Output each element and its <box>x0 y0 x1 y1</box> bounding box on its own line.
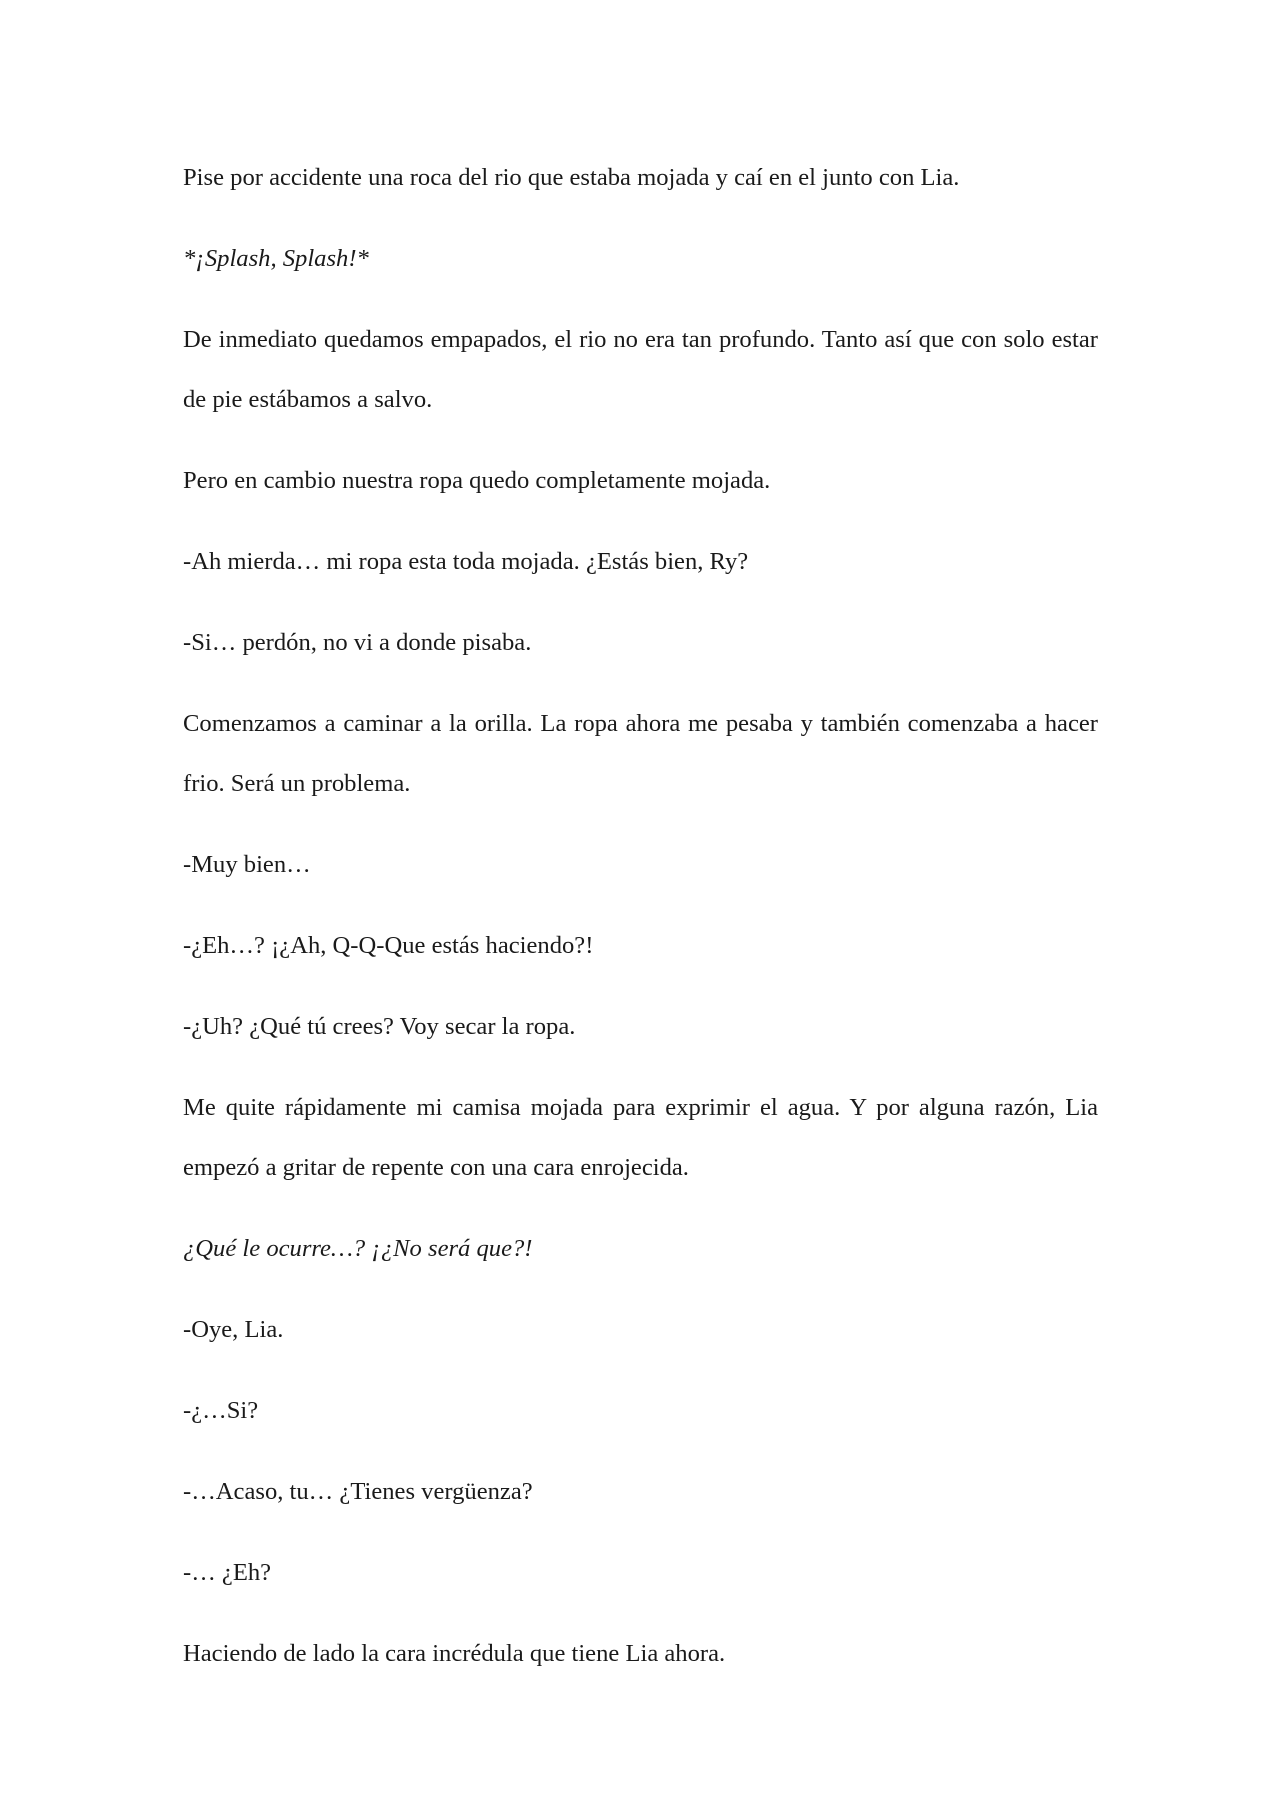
dialogue-line: -… ¿Eh? <box>183 1559 272 1586</box>
dialogue-line: -Ah mierda… mi ropa esta toda mojada. ¿Estás bien, Ry? <box>183 548 749 575</box>
paragraph: Pise por accidente una roca del rio que estaba mojada y caí en el junto con Lia. <box>183 164 960 191</box>
paragraph: De inmediato quedamos empapados, el rio no era tan profundo. Tanto así que con solo estar de pie estábamos a salvo. <box>183 326 1098 413</box>
dialogue-line: -Muy bien… <box>183 851 311 878</box>
dialogue-line: -Si… perdón, no vi a donde pisaba. <box>183 629 532 656</box>
dialogue-line: -¿…Si? <box>183 1397 259 1424</box>
document-body <box>183 148 1098 1705</box>
paragraph: Comenzamos a caminar a la orilla. La ropa ahora me pesaba y también comenzaba a hacer frio. Será un problema. <box>183 710 1098 797</box>
dialogue-line: -Oye, Lia. <box>183 1316 284 1343</box>
sound-effect: *¡Splash, Splash!* <box>183 245 369 272</box>
paragraph: Me quite rápidamente mi camisa mojada para exprimir el agua. Y por alguna razón, Lia empezó a gritar de repente con una cara enrojecida. <box>183 1094 1098 1181</box>
dialogue-line: -…Acaso, tu… ¿Tienes vergüenza? <box>183 1478 533 1505</box>
paragraph: Pero en cambio nuestra ropa quedo completamente mojada. <box>183 467 771 494</box>
dialogue-line: -¿Eh…? ¡¿Ah, Q-Q-Que estás haciendo?! <box>183 932 594 959</box>
inner-thought: ¿Qué le ocurre…? ¡¿No será que?! <box>183 1235 533 1262</box>
paragraph: Haciendo de lado la cara incrédula que tiene Lia ahora. <box>183 1640 726 1667</box>
dialogue-line: -¿Uh? ¿Qué tú crees? Voy secar la ropa. <box>183 1013 576 1040</box>
